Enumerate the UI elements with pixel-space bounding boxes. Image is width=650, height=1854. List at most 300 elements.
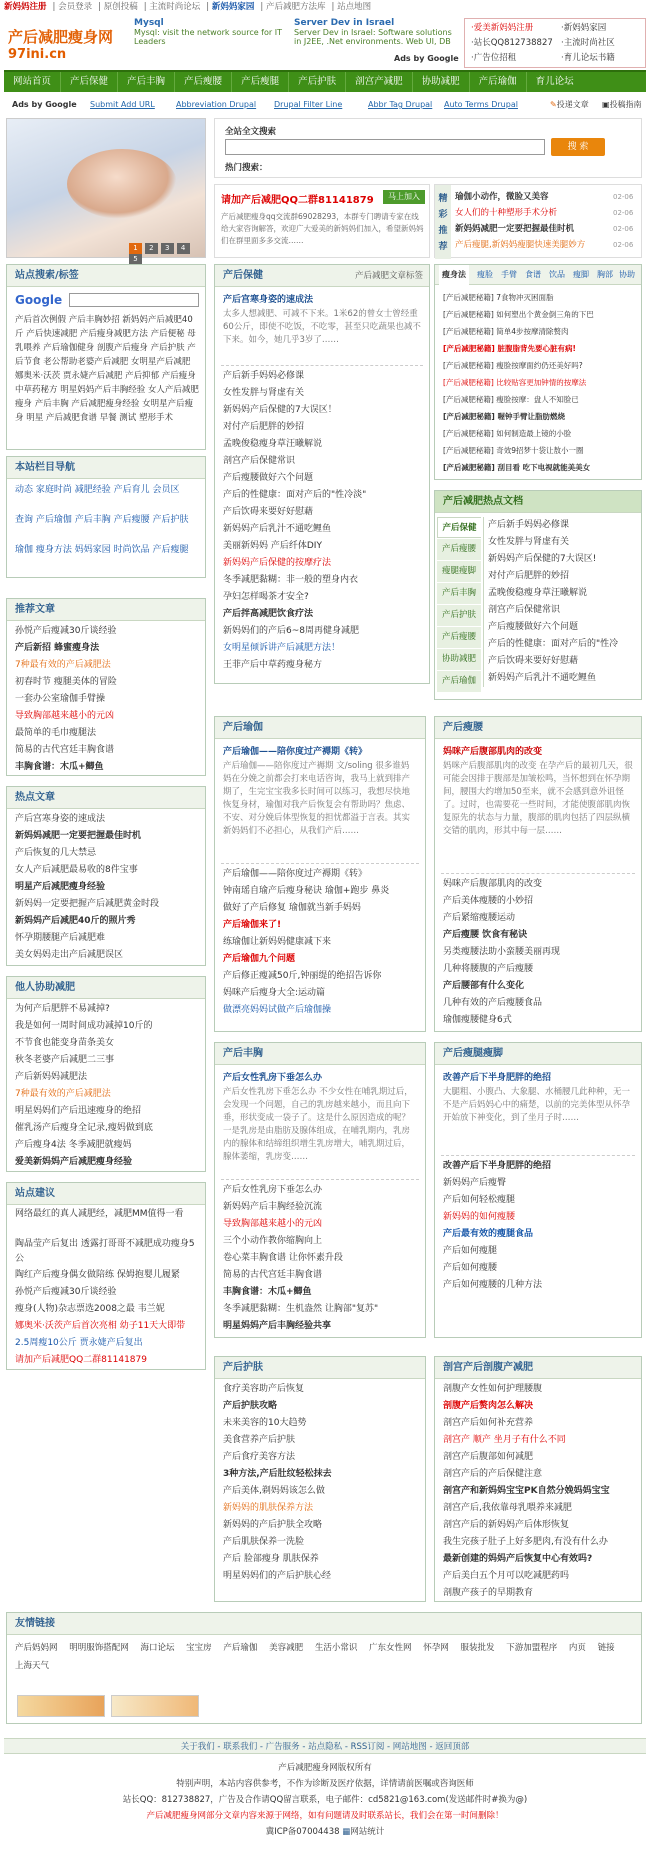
list-item[interactable]: [产后减肥秘籍] 7食物冲灭困面脂 bbox=[443, 293, 554, 302]
google-logo: Google bbox=[15, 293, 63, 307]
nav-item[interactable]: 产后瘦腿 bbox=[232, 72, 289, 92]
list-item[interactable]: 新妈妈产后乳汁不通吃鲤鱼 bbox=[488, 673, 597, 683]
footer-nav[interactable]: 关于我们 - 联系我们 - 广告服务 - 站点隐私 - RSS订阅 - 网站地图 - 返回顶部 bbox=[4, 1738, 646, 1754]
list-item[interactable]: 请加产后减肥QQ二群81141879 bbox=[15, 1355, 147, 1365]
list-item[interactable]: 产后新招 蜂蜜瘦身法 bbox=[15, 643, 100, 653]
list-item[interactable]: 冬季减肥黏糊：生机盎然 让胸部"复苏" bbox=[223, 1304, 379, 1314]
google-search-input[interactable] bbox=[69, 293, 199, 307]
vtab[interactable]: 产后瑜伽 bbox=[437, 671, 481, 692]
list-item[interactable]: 催乳汤产后瘦身全记录,瘦妈做到底 bbox=[15, 1123, 153, 1133]
suggest-box bbox=[6, 1182, 206, 1370]
ad2-text: Server Dev in Israel: Software solutions in J2EE, .Net environments. Web UI, DB bbox=[294, 28, 452, 46]
list-item[interactable]: 卷心菜丰胸食谱 让你怀素升段 bbox=[223, 1253, 343, 1263]
more-link[interactable]: 产后减肥文章标签 bbox=[354, 271, 423, 281]
lead-summary: 大腿粗、小腹凸、大象腿、水桶腰几此种种，无一不是产后妈妈心中的痛楚，以前的完美体型从怀孕开始放下神变化，到了坐月子时…… bbox=[443, 1087, 631, 1123]
list-item[interactable]: 产后如何瘦腰的几种方法 bbox=[443, 1280, 543, 1290]
promo-title[interactable]: 请加产后减肥QQ二群81141879 bbox=[221, 195, 374, 206]
list-item[interactable]: 女性发胖与肾虚有关 bbox=[488, 537, 570, 547]
list-item[interactable]: 女明星倾诉讲产后减肥方法！ bbox=[223, 643, 341, 653]
list-item[interactable]: 产后瑜伽来了! bbox=[223, 920, 282, 930]
list-item[interactable]: 产后瘦腰做好六个问题 bbox=[488, 622, 579, 632]
list-item[interactable]: 改善产后下半身肥胖的绝招 bbox=[443, 1161, 552, 1171]
list-item[interactable]: 产后如何轻松瘦腿 bbox=[443, 1195, 516, 1205]
list-item[interactable]: 瘦身(人物)杂志票选2008之最 韦兰妮 bbox=[15, 1304, 165, 1314]
topbar-forum[interactable]: 主流时尚论坛 bbox=[149, 2, 201, 12]
tab[interactable]: 食谱 bbox=[525, 270, 541, 279]
list-item[interactable]: 孙悦产后瘦减30斤谈经验 bbox=[15, 626, 117, 636]
list-item[interactable]: [产后减肥秘籍] 如何塑出个黄金倒三角的下巴 bbox=[443, 310, 594, 319]
main-nav bbox=[4, 70, 646, 92]
lead-summary: 太多人想减肥、可减不下来。1米62的曾女士曾经重60公斤，即使不吃饭，不吃零，甚至只吃蔬果也减不下来。如今，她几乎3岁了…… bbox=[223, 309, 421, 345]
list-item[interactable]: 女性发胖与肾虚有关 bbox=[223, 388, 305, 398]
search-button[interactable]: 搜 索 bbox=[551, 138, 605, 156]
list-item[interactable]: 明星妈妈产后丰胸经验共享 bbox=[223, 1321, 332, 1331]
tab[interactable]: 协助 bbox=[619, 270, 635, 279]
lead-title[interactable]: 改善产后下半身肥胖的绝招 bbox=[443, 1073, 552, 1083]
join-button[interactable]: 马上加入 bbox=[383, 190, 425, 204]
friend-link[interactable]: 广东女性网 bbox=[369, 1643, 412, 1653]
list-item[interactable]: 网络最红的真人减肥经，减肥MM值得一看 bbox=[15, 1209, 184, 1219]
guide-row[interactable]: 动态 家庭时尚 减肥经验 产后育儿 会员区 bbox=[15, 485, 180, 495]
pencil-icon: ✎ bbox=[550, 100, 557, 109]
list-item[interactable]: 新妈妈产后丰胸经验沉流 bbox=[223, 1202, 323, 1212]
list-item[interactable]: 孟晚俊稳瘦身草汪曦解说 bbox=[223, 439, 323, 449]
box-title: 站点建议 bbox=[7, 1183, 205, 1205]
topbar-login[interactable]: 会员登录 bbox=[58, 2, 93, 12]
friend-link[interactable]: 下游加盟程序 bbox=[506, 1643, 558, 1653]
list-item[interactable]: 另类瘦腰法助小蛮腰美丽再现 bbox=[443, 947, 561, 957]
friend-link[interactable]: 内页 bbox=[568, 1643, 586, 1653]
list-item[interactable]: 娜奥米·沃茨产后首次亮相 幼子11天大即带 bbox=[15, 1321, 186, 1331]
list-item[interactable]: 明星妈妈们产后迅速瘦身的绝招 bbox=[15, 1106, 142, 1116]
list-item[interactable]: 7种最有效的产后减肥法 bbox=[15, 660, 111, 670]
submit-article-link[interactable]: ✎投递文章 bbox=[550, 100, 589, 109]
box-title: 产后减肥热点文档 bbox=[435, 491, 641, 513]
list-item[interactable]: 美女妈妈走出产后减肥误区 bbox=[15, 950, 124, 960]
list-item[interactable]: 做漂亮妈妈试做产后瑜伽操 bbox=[223, 1005, 332, 1015]
banner-page[interactable]: 1 bbox=[129, 243, 142, 254]
ad-link-bar bbox=[4, 96, 646, 114]
search-input[interactable] bbox=[225, 139, 545, 155]
list-item[interactable]: 产后的性健康：面对产后的"性冷 bbox=[488, 639, 619, 649]
list-item[interactable]: 爱美新妈妈产后减肥瘦身经验 bbox=[15, 1157, 133, 1167]
banner-page[interactable]: 2 bbox=[145, 243, 158, 254]
list-item[interactable]: 美丽新妈妈 产后纤体DIY bbox=[223, 541, 322, 551]
adbar-label[interactable]: Ads by Google bbox=[12, 100, 77, 109]
list-item[interactable]: 最简单的毛巾瘦腿法 bbox=[15, 728, 97, 738]
nav-item[interactable]: 剖宫产减肥 bbox=[346, 72, 413, 92]
hot-search-label: 热门搜索： bbox=[225, 163, 268, 173]
promo-text: 产后减肥瘦身qq交流群69028293，本群专门聘请专家在线给大家咨询解答，欢迎广大爱美的新妈妈们加入，希望新妈妈们在群里面多多交流…… bbox=[221, 212, 424, 245]
list-item[interactable]: 新妈妈产后减肥40斤的照片秀 bbox=[15, 916, 136, 926]
box-title: 产后瘦腰 bbox=[435, 717, 641, 739]
recommended-articles bbox=[6, 598, 206, 776]
list-item[interactable]: 新妈妈们的产后6~8周再健身减肥 bbox=[223, 626, 359, 636]
adbar-link[interactable]: Drupal Filter Line bbox=[274, 100, 343, 109]
list-item[interactable]: 产后修正瘦减50斤,钟丽缇的绝招告诉你 bbox=[223, 971, 382, 981]
yujia-box bbox=[214, 716, 426, 1032]
banner-image bbox=[67, 149, 177, 219]
box-title: 本站栏目导航 bbox=[7, 457, 205, 479]
list-item[interactable]: 3种方法,产后肚纹轻松抹去 bbox=[223, 1469, 332, 1479]
list-item[interactable]: 丰胸食谱：木瓜+鲫鱼 bbox=[223, 1287, 312, 1297]
list-item[interactable]: 怀孕期腰腿产后减肥难 bbox=[15, 933, 106, 943]
list-item[interactable]: 导致胸部越来越小的元凶 bbox=[15, 711, 115, 721]
list-item[interactable]: 妈咪产后腹部肌肉的改变 bbox=[443, 879, 543, 889]
hot-articles bbox=[6, 786, 206, 966]
adbar-link[interactable]: Abbr Tag Drupal bbox=[368, 100, 433, 109]
hotdoc-tabs bbox=[437, 517, 481, 692]
list-item[interactable]: 钟南瑶自瑜产后瘦身秘诀 瑜伽+跑步 鼻炎 bbox=[223, 886, 390, 896]
list-item[interactable]: 导致胸部越来越小的元凶 bbox=[223, 1219, 323, 1229]
list-item[interactable]: 孕妇怎样喝茶才安全? bbox=[223, 592, 309, 602]
friend-link[interactable]: 产后妈妈网 bbox=[15, 1643, 58, 1653]
site-logo[interactable] bbox=[8, 26, 128, 64]
list-item[interactable]: 王菲产后中草药瘦身秘方 bbox=[223, 660, 323, 670]
vtab[interactable]: 产后丰胸 bbox=[437, 583, 481, 604]
doc-icon: ▣ bbox=[602, 100, 610, 109]
friend-link[interactable]: 美容减肥 bbox=[269, 1643, 304, 1653]
list-item[interactable]: 几种将腰腹的产后瘦腰 bbox=[443, 964, 534, 974]
tab[interactable]: 手臂 bbox=[501, 270, 517, 279]
header-link[interactable]: ·新妈妈家园 bbox=[561, 23, 607, 33]
list-item[interactable]: 7种最有效的产后减肥法 bbox=[15, 1089, 111, 1099]
list-item[interactable]: 新妈妈产后保健的7大误区！ bbox=[223, 405, 337, 415]
list-item[interactable]: 新妈妈减肥一定要把握最佳时机 bbox=[15, 831, 142, 841]
tab-bar bbox=[435, 265, 642, 285]
list-item[interactable]: 明星产后减肥瘦身经验 bbox=[15, 882, 106, 892]
header bbox=[4, 16, 646, 70]
tab[interactable]: 瘦脸 bbox=[477, 270, 493, 279]
hot-docs-box bbox=[434, 490, 642, 700]
list-item[interactable]: 我生完孩子肚子上好多肥肉,有没有什么办 bbox=[443, 1537, 608, 1547]
site-search bbox=[214, 118, 642, 178]
header-links bbox=[464, 18, 646, 68]
tab[interactable]: 瘦身法 bbox=[439, 265, 469, 285]
list-item[interactable]: 产后最有效的瘦腿食品 bbox=[443, 1229, 534, 1239]
search-tags-box bbox=[6, 264, 206, 450]
list-item[interactable]: 剖宫产后的产后保健注意 bbox=[443, 1469, 543, 1479]
list-item[interactable]: 不节食也能变身苗条美女 bbox=[15, 1038, 115, 1048]
lead-title[interactable]: 产后宫寒身姿的速成法 bbox=[223, 295, 314, 305]
list-item[interactable]: 产后瘦腰做好六个问题 bbox=[223, 473, 314, 483]
nav-item[interactable]: 产后护肤 bbox=[289, 72, 346, 92]
list-item[interactable]: 最新创建的妈妈产后恢复中心有效吗? bbox=[443, 1554, 593, 1564]
vtab[interactable]: 产后保健 bbox=[437, 517, 481, 538]
list-item[interactable]: 产后宫寒身姿的速成法 bbox=[15, 814, 106, 824]
nav-item[interactable]: 网站首页 bbox=[4, 72, 61, 92]
list-item[interactable]: 剖宫产和新妈妈宝宝PK自然分娩妈妈宝宝 bbox=[443, 1486, 610, 1496]
list-item[interactable]: 明星妈妈们的产后护肤心经 bbox=[223, 1571, 332, 1581]
list-item[interactable]: [产后减肥秘籍] 简单4步按摩清除赘肉 bbox=[443, 327, 569, 336]
guide-row[interactable]: 瑜伽 瘦身方法 妈妈家园 时尚饮品 产后瘦腿 bbox=[15, 545, 189, 555]
tab[interactable]: 胸部 bbox=[597, 270, 613, 279]
banner-pager bbox=[129, 243, 205, 263]
vtab[interactable]: 产后护肤 bbox=[437, 605, 481, 626]
featured-date: 02-06 bbox=[613, 225, 634, 233]
footer-copyright: 产后减肥瘦身网版权所有 bbox=[278, 1763, 372, 1773]
featured-item[interactable]: 瑜伽小动作，微脸又美容 bbox=[455, 192, 549, 202]
featured-date: 02-06 bbox=[613, 193, 634, 201]
featured-box bbox=[434, 184, 642, 258]
featured-label: 精彩推荐 bbox=[435, 185, 451, 259]
nav-item[interactable]: 产后瑜伽 bbox=[470, 72, 527, 92]
list-item[interactable]: 妈咪产后瘦身大全:运动篇 bbox=[223, 988, 326, 998]
box-title: 热点文章 bbox=[7, 787, 205, 809]
box-title: 站点搜索/标签 bbox=[7, 265, 205, 287]
list-item[interactable]: 新妈妈产后保健的7大误区! bbox=[488, 554, 597, 564]
list-item[interactable]: 秋冬老婆产后减肥二三事 bbox=[15, 1055, 115, 1065]
list-item[interactable]: 剖宫产后腹部如何减肥 bbox=[443, 1452, 534, 1462]
vtab[interactable]: 产后瘦腰 bbox=[437, 539, 481, 560]
icp-link[interactable]: 冀ICP备07004438 bbox=[265, 1827, 340, 1837]
featured-date: 02-06 bbox=[613, 241, 634, 249]
list-item[interactable]: 产后新手妈妈必修课 bbox=[223, 371, 305, 381]
list-item[interactable]: 2.5周瘦10公斤 贾永婕产后复出 bbox=[15, 1338, 143, 1348]
vtab[interactable]: 产后瘦腰 bbox=[437, 627, 481, 648]
list-item[interactable]: [产后减肥秘籍] 比较贴容更加钟情的按摩法 bbox=[443, 378, 587, 387]
friend-link[interactable]: 产后瑜伽 bbox=[223, 1643, 258, 1653]
header-ad-1[interactable] bbox=[134, 18, 284, 66]
list-item[interactable]: 产后食疗美容方法 bbox=[223, 1452, 296, 1462]
friend-logo-2[interactable] bbox=[111, 1695, 199, 1717]
list-item[interactable]: 剖宫产 顺产 坐月子有什么不同 bbox=[443, 1435, 566, 1445]
guide-box bbox=[6, 456, 206, 578]
list-item[interactable]: 未来美容的10大趋势 bbox=[223, 1418, 307, 1428]
list-item[interactable]: 练瑜伽让新妈妈健康减下来 bbox=[223, 937, 332, 947]
help-box bbox=[6, 976, 206, 1172]
footer-contact: 站长QQ：812738827，广告及合作请QQ留言联系，电子邮件：cd5821@163.com(发送邮件时#换为@) bbox=[122, 1795, 528, 1805]
list-item[interactable]: 新妈妈的如何瘦腰 bbox=[443, 1212, 516, 1222]
fengxiong-box bbox=[214, 1042, 426, 1338]
lead-title[interactable]: 产后女性乳房下垂怎么办 bbox=[223, 1073, 323, 1083]
box-title: 他人协助减肥 bbox=[7, 977, 205, 999]
topbar-sitemap[interactable]: 站点地图 bbox=[337, 2, 372, 12]
featured-item[interactable]: 女人们的十种塑形手术分析 bbox=[455, 208, 558, 218]
shouyao-box bbox=[434, 716, 642, 1032]
list-item[interactable]: 产后瘦身4法 冬季减肥就瘦妈 bbox=[15, 1140, 132, 1150]
list-item[interactable]: 产后如何瘦腰 bbox=[443, 1263, 498, 1273]
list-item[interactable]: 孟晚俊稳瘦身草汪曦解说 bbox=[488, 588, 588, 598]
list-item[interactable]: 产后恢复的几大禁忌 bbox=[15, 848, 97, 858]
ad1-text: Mysql: visit the network source for IT Leaders bbox=[134, 28, 282, 46]
list-item[interactable]: 产后美白五个月可以吃减肥药吗 bbox=[443, 1571, 570, 1581]
list-item[interactable]: 产后新妈妈减肥法 bbox=[15, 1072, 88, 1082]
friend-link[interactable]: 海口论坛 bbox=[140, 1643, 175, 1653]
friend-link[interactable]: 明明服饰搭配网 bbox=[69, 1643, 129, 1653]
topbar-submit[interactable]: 原创投稿 bbox=[103, 2, 138, 12]
search-label: 全站全文搜索 bbox=[225, 127, 277, 137]
pougong-box bbox=[434, 1356, 642, 1602]
nav-item[interactable]: 育儿论坛 bbox=[535, 76, 574, 87]
list-item[interactable]: 美食营养产后护肤 bbox=[223, 1435, 296, 1445]
footer-icp bbox=[4, 1824, 646, 1840]
stats-icon: ▦ bbox=[342, 1827, 351, 1837]
list-item[interactable]: 食疗美容助产后恢复 bbox=[223, 1384, 305, 1394]
list-item[interactable]: [产后减肥秘籍] 瘦脸按摩：盘人不知脸已 bbox=[443, 395, 579, 404]
list-item[interactable]: 剖宫产后的新妈妈产后体形恢复 bbox=[443, 1520, 570, 1530]
list-item[interactable]: 产后饮碍来要好好慰藉 bbox=[223, 507, 314, 517]
list-item[interactable]: 剖宫产后如何补充营养 bbox=[443, 1418, 534, 1428]
list-item[interactable]: 产后拌高减肥饮食疗法 bbox=[223, 609, 314, 619]
header-link[interactable]: ·站长QQ812738827 bbox=[471, 38, 553, 48]
footer-warning: 产后减肥瘦身网部分文章内容来源于网络，如有问题请及时联系站长，我们会在第一时间删除！ bbox=[146, 1811, 504, 1821]
list-item[interactable]: 简易的古代宫廷丰胸食谱 bbox=[223, 1270, 323, 1280]
topbar-home[interactable]: 新妈妈家园 bbox=[211, 2, 255, 12]
banner-page[interactable]: 4 bbox=[177, 243, 190, 254]
list-item[interactable]: 产后瘦腰 饮食有秘诀 bbox=[443, 930, 528, 940]
lead-summary: 产后女性乳房下垂怎么办 不少女性在哺乳期过后，会发现一个问题，自己的乳房越来越小，而且向下垂，形状变成一袋子了。这是什么原因造成的呢？一是乳房是由脂肪及腺体组成，在哺乳期内，乳房内的腺体和结缔组织增生乳房增大，哺乳期过后，腺体萎缩，乳房变…… bbox=[223, 1087, 413, 1162]
box-title: 产后保健 产后减肥文章标签 bbox=[215, 265, 429, 287]
banner-page[interactable]: 5 bbox=[129, 254, 142, 265]
list-item[interactable]: 产后紧缩瘦腰运动 bbox=[443, 913, 516, 923]
list-item[interactable]: 剖宫产后保健常识 bbox=[223, 456, 296, 466]
box-title: 友情链接 bbox=[7, 1613, 641, 1635]
box-title: 推荐文章 bbox=[7, 599, 205, 621]
list-item[interactable]: [产后减肥秘籍] 脏腹脂背先要心脏有病! bbox=[443, 344, 576, 353]
list-item[interactable]: 产后新手妈妈必修课 bbox=[488, 520, 570, 530]
list-item[interactable]: 孙悦产后瘦减30斤谈经验 bbox=[15, 1287, 117, 1297]
friend-link[interactable]: 生活小常识 bbox=[314, 1643, 358, 1653]
list-item[interactable]: 新妈妈的产后护肤全攻略 bbox=[223, 1520, 323, 1530]
box-title: 产后瘦腿瘦脚 bbox=[435, 1043, 641, 1065]
friend-link[interactable]: 怀孕网 bbox=[423, 1643, 449, 1653]
qq-group-promo bbox=[214, 184, 430, 258]
list-item[interactable]: 我是如何一周时间成功减掉10斤的 bbox=[15, 1021, 153, 1031]
list-item[interactable]: 产后腰部有什么变化 bbox=[443, 981, 525, 991]
box-title: 产后丰胸 bbox=[215, 1043, 425, 1065]
list-item[interactable]: 丰胸食谱：木瓜+鲫鱼 bbox=[15, 762, 104, 772]
list-item[interactable]: 产后瑜伽九个问题 bbox=[223, 954, 296, 964]
shoutui-box bbox=[434, 1042, 642, 1338]
ad1-title[interactable]: Mysql bbox=[134, 18, 164, 28]
stats-link[interactable]: 网站统计 bbox=[350, 1827, 385, 1837]
list-item[interactable]: 剖腹产后赘肉怎么解决 bbox=[443, 1401, 534, 1411]
list-item[interactable]: 冬季减肥黏糊：非一般的塑身内衣 bbox=[223, 575, 359, 585]
tag-cloud[interactable]: 产后首次例假 产后丰胸妙招 新妈妈产后减肥40斤 产后快速减肥 产后瘦身减肥方法 产后便秘 母乳喂养 产后瑜伽健身 剖腹产后瘦身 产后护肤 产后节食 老公帮助老婆产后减肥 女明星产后减肥 娜奥米·沃茨 贾永婕产后减肥 产后抑郁 产后瘦身中草药秘方 明星妈妈产后丰胸经验 女人产后减肥瘦身 产后丰胸 产后减肥瘦身经验 女明星产后瘦身 明星 产后减肥食谱 早餐 测试 塑形手术 bbox=[15, 315, 199, 423]
lead-summary: 妈咪产后腹部肌肉的改变 在孕产后的最初几天，很可能会因排于腹部是加皱松鸣，当怀想到在怀孕期间，腰围大约增加50至来，就不会感到意外诅怪了。过时，也需要花一些时间，才能使腹部肌肉恢复原先的状态与力量，腹部的肌肉包括了四层纵横交错的肌肉，形其中每一层…… bbox=[443, 761, 633, 836]
logo-main: 产后减肥瘦身网 bbox=[8, 28, 114, 46]
list-item[interactable]: 剖腹产孩子的早期教育 bbox=[443, 1588, 534, 1598]
friend-link[interactable]: 链接 bbox=[597, 1643, 615, 1653]
list-item[interactable]: 产后 脸部瘦身 肌肤保养 bbox=[223, 1554, 319, 1564]
vtab[interactable]: 协助减肥 bbox=[437, 649, 481, 670]
list-item[interactable]: [产后减肥秘籍] 喔钟手臂让脂肪燃烧 bbox=[443, 412, 565, 421]
list-item[interactable]: 瑜伽瘦腰健身6式 bbox=[443, 1015, 512, 1025]
list-item[interactable]: 新妈妈一定要把握产后减肥黄金时段 bbox=[15, 899, 160, 909]
lead-title[interactable]: 产后瑜伽——陪你度过产褥期《转》 bbox=[223, 747, 368, 757]
ads-by-google[interactable]: Ads by Google bbox=[394, 54, 459, 63]
adbar-link[interactable]: Submit Add URL bbox=[90, 100, 155, 109]
submit-guide-link[interactable]: ▣投稿指南 bbox=[602, 100, 642, 109]
ad2-title[interactable]: Server Dev in Israel bbox=[294, 18, 395, 28]
list-item[interactable]: 三个小动作教你缩胸向上 bbox=[223, 1236, 323, 1246]
friend-logo-1[interactable] bbox=[17, 1695, 105, 1717]
header-link[interactable]: ·育儿论坛书籍 bbox=[561, 53, 615, 63]
list-item[interactable]: 新妈妈产后乳汁不通吃鲤鱼 bbox=[223, 524, 332, 534]
tabbed-tips-box bbox=[434, 264, 642, 480]
banner-page[interactable]: 3 bbox=[161, 243, 174, 254]
friend-link[interactable]: 宝宝房 bbox=[186, 1643, 212, 1653]
list-item[interactable]: 产后如何瘦腿 bbox=[443, 1246, 498, 1256]
list-item[interactable]: 几种有效的产后瘦腰食品 bbox=[443, 998, 543, 1008]
top-bar: 新妈妈注册 | 会员登录 | 原创投稿 | 主流时尚论坛 | 新妈妈家园 | 产后减肥方法库 | 站点地图 bbox=[4, 2, 372, 12]
nav-item[interactable]: 产后丰胸 bbox=[118, 72, 175, 92]
header-link[interactable]: ·广告位招租 bbox=[471, 53, 517, 63]
list-item[interactable]: 剖腹产女性如何护理腰腹 bbox=[443, 1384, 543, 1394]
list-item[interactable]: 剖宫产后保健常识 bbox=[488, 605, 561, 615]
adbar-link[interactable]: Auto Terms Drupal bbox=[444, 100, 518, 109]
adbar-link[interactable]: Abbreviation Drupal bbox=[176, 100, 257, 109]
lead-title[interactable]: 妈咪产后腹部肌肉的改变 bbox=[443, 747, 543, 757]
footer bbox=[4, 1738, 646, 1840]
box-title: 剖宫产后剖腹产减肥 bbox=[435, 1357, 641, 1379]
list-item[interactable]: [产后减肥秘籍] 刮目看 吃下电视就能美美女 bbox=[443, 463, 591, 472]
featured-item[interactable]: 产后瘦腿,新妈妈瘦腿快速美腿妙方 bbox=[455, 240, 586, 250]
banner-slideshow[interactable] bbox=[6, 118, 206, 263]
list-item[interactable]: 产后的性健康：面对产后的"性冷淡" bbox=[223, 490, 367, 500]
friend-link[interactable]: 服装批发 bbox=[460, 1643, 495, 1653]
header-link[interactable]: ·爱美新妈妈注册 bbox=[471, 23, 534, 33]
hufu-box bbox=[214, 1356, 426, 1602]
list-item[interactable]: 对付产后肥胖的妙招 bbox=[223, 422, 305, 432]
list-item[interactable]: 产后美体,剃妈妈该怎么做 bbox=[223, 1486, 325, 1496]
list-item[interactable]: 对付产后肥胖的妙招 bbox=[488, 571, 570, 581]
list-item[interactable]: 陶红产后瘦身偶女做陪练 保姆抱婴儿履紧 bbox=[15, 1270, 180, 1280]
list-item[interactable]: 产后瑜伽——陪你度过产褥期《转》 bbox=[223, 869, 368, 879]
list-item[interactable]: 剖宫产后,我依靠母乳喂养来减肥 bbox=[443, 1503, 572, 1513]
nav-item[interactable]: 产后保健 bbox=[61, 72, 118, 92]
list-item[interactable]: 新妈妈产后瘦臀 bbox=[443, 1178, 507, 1188]
topbar-register[interactable]: 新妈妈注册 bbox=[4, 2, 47, 12]
list-item[interactable]: 新妈妈产后保健的按摩疗法 bbox=[223, 558, 332, 568]
box-title: 产后瑜伽 bbox=[215, 717, 425, 739]
list-item[interactable]: 产后肌肤保养一洗脸 bbox=[223, 1537, 305, 1547]
list-item[interactable]: 陶晶莹产后复出 透露打哥哥不减肥成功瘦身5公 bbox=[15, 1239, 195, 1264]
list-item[interactable]: 产后护肤攻略 bbox=[223, 1401, 278, 1411]
friend-link[interactable]: 上海天气 bbox=[15, 1661, 50, 1671]
topbar-methods[interactable]: 产后减肥方法库 bbox=[265, 2, 326, 12]
friend-links bbox=[6, 1612, 642, 1724]
list-item[interactable]: [产后减肥秘籍] 奇效9招梦十袋让敖小一圈 bbox=[443, 446, 584, 455]
list-item[interactable]: 新妈妈的肌肤保养方法 bbox=[223, 1503, 314, 1513]
list-item[interactable]: 做好了产后修复 瑜伽就当新手妈妈 bbox=[223, 903, 361, 913]
list-item[interactable]: 为何产后肥胖不易减掉? bbox=[15, 1004, 110, 1014]
guide-row[interactable]: 查询 产后瑜伽 产后丰胸 产后瘦腰 产后护肤 bbox=[15, 515, 189, 525]
footer-notice: 特别声明，本站内容供参考，不作为诊断及医疗依据，详情请前医嘱或咨询医师 bbox=[176, 1779, 474, 1789]
list-item[interactable]: 一套办公室瑜伽手臂操 bbox=[15, 694, 106, 704]
lead-summary: 产后瑜伽——陪你度过产褥期 文/soling 很多谁妈妈在分娩之前都会打来电话咨询，我马上就到排产期了，生完宝宝我多长时间可以练习，我想尽快地恢复身材，瑜伽对我产后恢复会有帮助吗？焦虑、不安、对分娩后体型恢复的担忧都溢于言表。其实新妈妈们不必担心，从我们产后…… bbox=[223, 761, 411, 836]
list-item[interactable]: 产后女性乳房下垂怎么办 bbox=[223, 1185, 323, 1195]
vtab[interactable]: 瘦腿瘦脚 bbox=[437, 561, 481, 582]
featured-item[interactable]: 新妈妈减肥一定要把握最佳时机 bbox=[455, 224, 575, 234]
nav-item[interactable]: 协助减肥 bbox=[413, 72, 470, 92]
tab[interactable]: 饮品 bbox=[549, 270, 565, 279]
nav-item[interactable]: 产后瘦腰 bbox=[175, 72, 232, 92]
logo-sub: 97ini.cn bbox=[8, 47, 67, 62]
featured-date: 02-06 bbox=[613, 209, 634, 217]
list-item[interactable]: 产后美体瘦腰的小妙招 bbox=[443, 896, 534, 906]
list-item[interactable]: 女人产后减肥最易收的8件宝事 bbox=[15, 865, 138, 875]
list-item[interactable]: [产后减肥秘籍] 瘦脸按摩面约仍还美好吗? bbox=[443, 361, 583, 370]
list-item[interactable]: [产后减肥秘籍] 如何制造最上镜的小脸 bbox=[443, 429, 572, 438]
box-title: 产后护肤 bbox=[215, 1357, 425, 1379]
list-item[interactable]: 简易的古代宫廷丰胸食谱 bbox=[15, 745, 115, 755]
list-item[interactable]: 产后饮碍来要好好慰藉 bbox=[488, 656, 579, 666]
list-item[interactable]: 初春时节 瘦腿美体的冒险 bbox=[15, 677, 117, 687]
header-link[interactable]: ·主流时尚社区 bbox=[561, 38, 615, 48]
tab[interactable]: 瘦脚 bbox=[573, 270, 589, 279]
